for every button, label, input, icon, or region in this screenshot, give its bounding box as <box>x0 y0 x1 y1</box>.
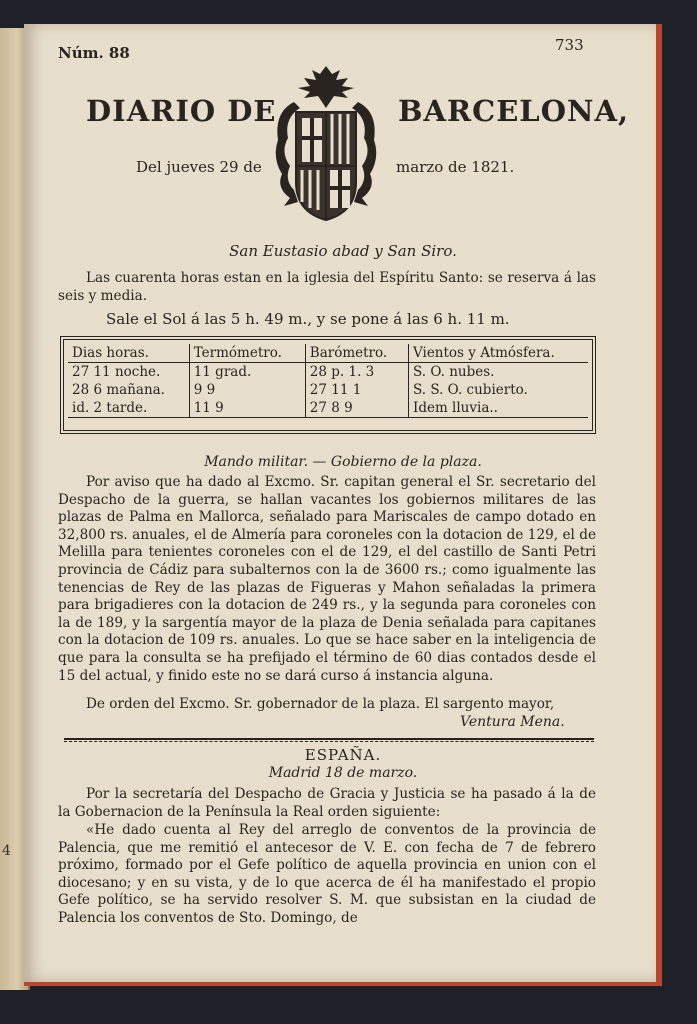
weather-cell: S. S. O. cubierto. <box>412 382 528 398</box>
page-number: 733 <box>555 36 584 54</box>
weather-cell: 11 grad. <box>189 363 305 382</box>
masthead-title-right: BARCELONA, <box>398 94 630 128</box>
weather-cell: 11 9 <box>189 399 305 418</box>
weather-header-hours: Dias horas. <box>68 344 189 363</box>
military-notice-body: Por aviso que ha dado al Excmo. Sr. capitan general el Sr. secretario del Despacho de la guerra, se hallan vacantes los gobiernos militares de las plazas de Palma en Mallorca, señalado para Mariscales de campo dotado en 32,800 rs. anuales, el de Almería para coroneles con la dotacion de 129, el de Melilla para tenientes coroneles con el de 129, el del castillo de Santi Petri provincia de Cádiz para subalternos con la de 3600 rs.; como igualmente las tenencias de Rey de las plazas de Figueras y Mahon señaladas la primera para brigadieres con la dotacion de 249 rs., y la segunda para coroneles con la de 189, y la sargentía mayor de la plaza de Denia señalada para capitanes con la dotacion de 109 rs. anuales. Lo que se hace saber en la inteligencia de que para la consulta se ha prefijado el término de 60 dias contados desde el 15 del actual, y finido este no se dará curso á instancia alguna. <box>58 474 596 684</box>
weather-cell: 28 p. 1. 3 <box>305 363 408 382</box>
weather-cell: 27 11 1 <box>305 381 408 399</box>
weather-header-barometer: Barómetro. <box>305 344 408 363</box>
issue-date-left: Del jueves 29 de <box>136 158 262 176</box>
weather-cell: 27 11 noche. <box>68 363 189 382</box>
weather-cell: S. O. nubes. <box>412 364 495 380</box>
issue-date-right: marzo de 1821. <box>396 158 515 176</box>
military-signature: Ventura Mena. <box>460 714 565 730</box>
table-row <box>68 363 588 382</box>
military-order-line: De orden del Excmo. Sr. gobernador de la plaza. El sargento mayor, <box>86 696 555 712</box>
weather-cell: 27 8 9 <box>305 399 408 418</box>
weather-cell: id. 2 tarde. <box>68 399 189 418</box>
adjacent-page-mark: 4 <box>2 843 11 859</box>
issue-number: Núm. 88 <box>58 44 130 62</box>
weather-header-winds: Vientos y Atmósfera. <box>408 344 588 363</box>
saints-of-day: San Eustasio abad y San Siro. <box>229 242 457 260</box>
weather-header-thermometer: Termómetro. <box>189 344 305 363</box>
spain-intro: Por la secretaría del Despacho de Gracia y Justicia se ha pasado á la de la Gobernacion de la Península la Real orden siguiente: <box>58 786 596 820</box>
military-heading: Mando militar. — Gobierno de la plaza. <box>204 454 482 470</box>
masthead-title-left: DIARIO DE <box>86 94 277 128</box>
barcelona-crest-icon <box>264 62 388 226</box>
weather-cell: 9 9 <box>189 381 305 399</box>
spain-royal-order: «He dado cuenta al Rey del arreglo de conventos de la provincia de Palencia, que me remitió el antecesor de V. E. con fecha de 7 de febrero próximo, formado por el Gefe político de aquella provincia en union con el diocesano; y en su vista, y de lo que acerca de él ha manifestado el propio Gefe político, se ha servido resolver S. M. que subsistan en la ciudad de Palencia los conventos de Sto. Domingo, de <box>58 822 596 926</box>
newspaper-page <box>24 24 662 986</box>
table-row <box>68 399 588 418</box>
table-row <box>68 381 588 399</box>
sun-times: Sale el Sol á las 5 h. 49 m., y se pone á las 6 h. 11 m. <box>106 310 510 328</box>
weather-table <box>60 336 596 434</box>
forty-hours-notice: Las cuarenta horas estan en la iglesia del Espíritu Santo: se reserva á las seis y media. <box>58 270 596 304</box>
weather-cell: 28 6 mañana. <box>68 381 189 399</box>
spain-heading: ESPAÑA. <box>304 746 382 764</box>
weather-cell: Idem lluvia.. <box>408 399 588 418</box>
section-divider <box>64 738 594 742</box>
spain-dateline: Madrid 18 de marzo. <box>268 765 418 781</box>
